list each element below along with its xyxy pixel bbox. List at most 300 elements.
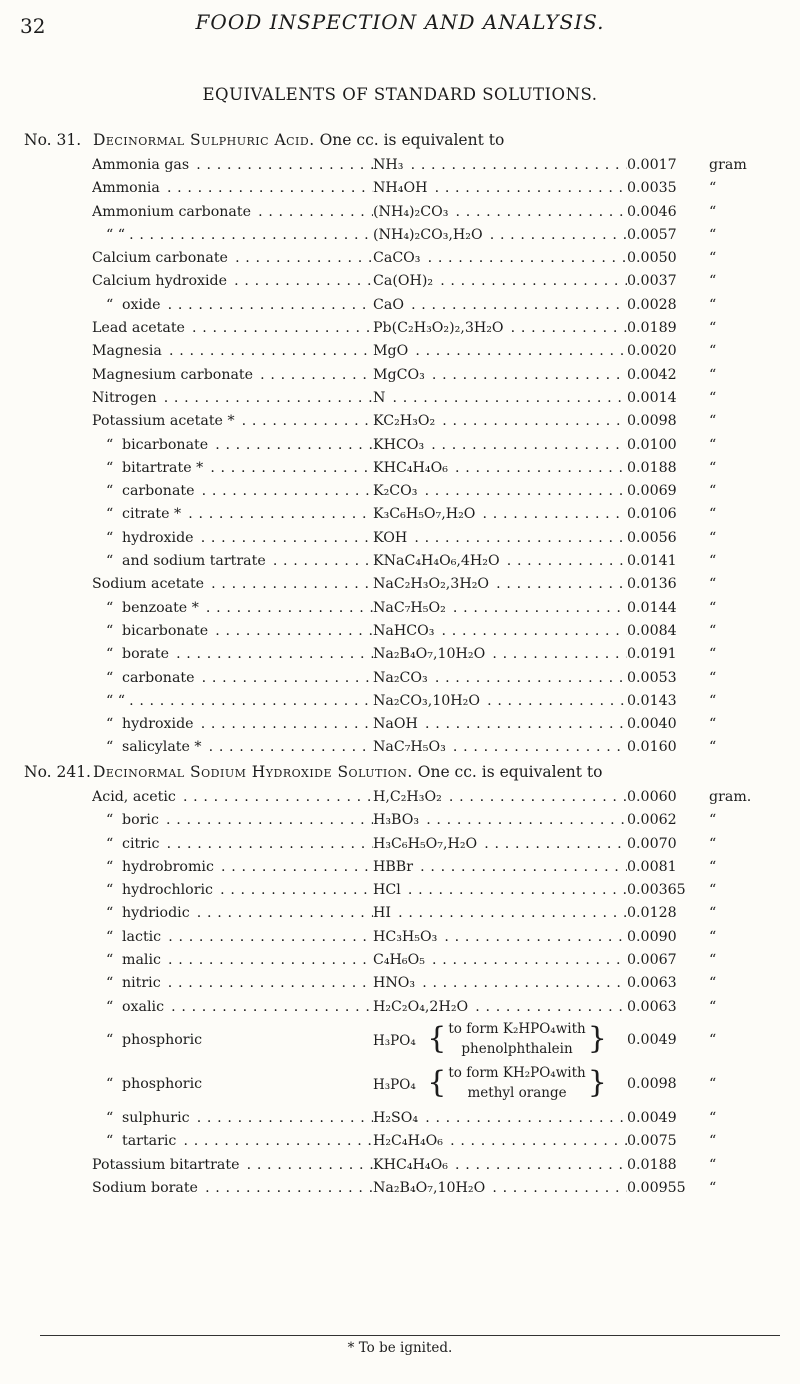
table-row (24, 270, 794, 293)
substance-name (92, 270, 373, 293)
equivalent-value: 0.0075 (627, 1130, 705, 1153)
unit: gram (709, 157, 747, 173)
chemical-formula (373, 1130, 627, 1153)
substance-label: citric (122, 835, 160, 852)
substance-label: phosphoric (122, 1031, 203, 1048)
unit: “ (709, 975, 717, 992)
substance-name (92, 1107, 373, 1130)
equivalent-value: 0.0049 (627, 1107, 705, 1130)
formula-text: N (373, 389, 386, 406)
chemical-formula (373, 527, 627, 550)
chemical-formula (373, 503, 627, 526)
substance-label: benzoate * (122, 599, 199, 616)
equivalent-value: 0.0063 (627, 996, 705, 1019)
substance-label: Sodium borate (92, 1179, 198, 1196)
substance-label: oxide (122, 296, 161, 313)
substance-label: Magnesia (92, 343, 162, 360)
table-row (24, 643, 794, 666)
ditto-mark: “ (106, 975, 114, 992)
substance-label: Ammonium carbonate (92, 203, 251, 220)
unit: “ (709, 952, 717, 969)
substance-name (92, 1154, 373, 1177)
formula-text: NaHCO₃ (373, 622, 435, 639)
section-sulphuric-acid (24, 126, 794, 760)
formula-text: (NH₄)₂CO₃,H₂O (373, 226, 483, 243)
formula-text: Na₂CO₃,10H₂O (373, 692, 480, 709)
equivalent-value: 0.0084 (627, 620, 705, 643)
table-row (24, 434, 794, 457)
equivalent-value: 0.0049 (627, 1029, 705, 1052)
chemical-formula (373, 340, 627, 363)
substance-label: citrate * (122, 506, 182, 523)
page-number: 32 (20, 14, 46, 38)
equivalent-value: 0.0042 (627, 364, 705, 387)
unit: “ (709, 692, 717, 709)
unit: “ (709, 622, 717, 639)
unit: “ (709, 389, 717, 406)
table-row (24, 667, 794, 690)
equivalent-value: 0.0070 (627, 833, 705, 856)
chemical-formula (373, 294, 627, 317)
substance-label: carbonate (122, 483, 195, 500)
section-number: No. 241. (24, 763, 91, 781)
chemical-formula (373, 597, 627, 620)
section-heading (24, 758, 794, 786)
chemical-formula (373, 902, 627, 925)
substance-name (92, 1029, 373, 1052)
condition-line: phenolphthalein (461, 1040, 573, 1057)
ditto-mark: “ (106, 835, 114, 852)
ditto-mark: “ “ (106, 226, 126, 243)
unit: “ (709, 1075, 717, 1092)
unit: “ (709, 553, 717, 570)
unit: “ (709, 1156, 717, 1173)
substance-name (92, 713, 373, 736)
equivalent-value: 0.0128 (627, 902, 705, 925)
unit: “ (709, 1031, 717, 1048)
formula-text: KNaC₄H₄O₆,4H₂O (373, 553, 500, 570)
ditto-mark: “ (106, 952, 114, 969)
substance-label: bitartrate * (122, 459, 204, 476)
unit: “ (709, 436, 717, 453)
formula-text: H₂SO₄ (373, 1109, 419, 1126)
equivalent-value: 0.0062 (627, 809, 705, 832)
substance-name (92, 902, 373, 925)
equivalent-value: 0.00365 (627, 879, 705, 902)
formula-text: NaC₇H₅O₃ (373, 739, 446, 756)
formula-text: KHCO₃ (373, 436, 425, 453)
equivalent-value: 0.0050 (627, 247, 705, 270)
chemical-formula (373, 786, 627, 809)
unit: “ (709, 250, 717, 267)
footnote-rule (40, 1335, 780, 1336)
substance-name (92, 643, 373, 666)
ditto-mark: “ (106, 1109, 114, 1126)
substance-label: Ammonia (92, 180, 160, 197)
formula-text: H₂C₂O₄,2H₂O (373, 998, 469, 1015)
substance-name (92, 736, 373, 759)
table-row (24, 550, 794, 573)
equivalent-value: 0.0136 (627, 573, 705, 596)
substance-name (92, 201, 373, 224)
substance-label: Nitrogen (92, 389, 157, 406)
chemical-formula (373, 643, 627, 666)
unit: “ (709, 483, 717, 500)
unit: “ (709, 576, 717, 593)
substance-name (92, 480, 373, 503)
table-row (24, 201, 794, 224)
substance-label: Lead acetate (92, 320, 185, 337)
equivalent-value: 0.0189 (627, 317, 705, 340)
table-row (24, 786, 794, 809)
substance-name (92, 786, 373, 809)
formula-text: HNO₃ (373, 975, 416, 992)
table-row (24, 340, 794, 363)
substance-label: Calcium carbonate (92, 250, 228, 267)
chemical-formula (373, 1063, 633, 1107)
section-note: One cc. is equivalent to (417, 763, 603, 781)
ditto-mark: “ (106, 646, 114, 663)
unit: “ (709, 716, 717, 733)
table-row (24, 972, 794, 995)
formula-text: Na₂B₄O₇,10H₂O (373, 646, 486, 663)
substance-label: phosphoric (122, 1075, 203, 1092)
unit: “ (709, 882, 717, 899)
chemical-formula (373, 1154, 627, 1177)
substance-name (92, 833, 373, 856)
equivalent-value: 0.0017 (627, 154, 705, 177)
chemical-formula (373, 736, 627, 759)
ditto-mark: “ (106, 1031, 114, 1048)
brace-icon: { (417, 1064, 447, 1100)
chemical-formula (373, 1107, 627, 1130)
unit: “ (709, 599, 717, 616)
ditto-mark: “ (106, 1075, 114, 1092)
chemical-formula (373, 949, 627, 972)
equivalent-value: 0.0100 (627, 434, 705, 457)
substance-label: Calcium hydroxide (92, 273, 228, 290)
unit: “ (709, 998, 717, 1015)
ditto-mark: “ (106, 998, 114, 1015)
substance-name (92, 879, 373, 902)
chemical-formula (373, 926, 627, 949)
substance-name (92, 550, 373, 573)
ditto-mark: “ “ (106, 692, 126, 709)
ditto-mark: “ (106, 296, 114, 313)
substance-name (92, 317, 373, 340)
substance-name (92, 457, 373, 480)
substance-name (92, 1177, 373, 1200)
substance-label: bicarbonate (122, 622, 209, 639)
chemical-formula (373, 270, 627, 293)
formula-text: H₂C₄H₄O₆ (373, 1133, 443, 1150)
table-row (24, 364, 794, 387)
unit: “ (709, 739, 717, 756)
equivalent-value: 0.0143 (627, 690, 705, 713)
unit: gram. (709, 789, 752, 805)
chemical-formula (373, 434, 627, 457)
equivalent-value: 0.0020 (627, 340, 705, 363)
formula-text: KOH (373, 529, 408, 546)
chemical-formula (373, 856, 627, 879)
substance-label: borate (122, 646, 169, 663)
equivalent-value: 0.0035 (627, 177, 705, 200)
substance-label: Sodium acetate (92, 576, 205, 593)
substance-name (92, 926, 373, 949)
table-row (24, 294, 794, 317)
unit: “ (709, 928, 717, 945)
chemical-formula (373, 809, 627, 832)
section-number: No. 31. (24, 131, 82, 149)
chemical-formula (373, 457, 627, 480)
formula-text: C₄H₆O₅ (373, 952, 425, 969)
substance-name (92, 364, 373, 387)
table-row (24, 457, 794, 480)
ditto-mark: “ (106, 459, 114, 476)
unit: “ (709, 273, 717, 290)
table-row (24, 879, 794, 902)
formula-text: NH₄OH (373, 180, 428, 197)
ditto-mark: “ (106, 858, 114, 875)
unit: “ (709, 669, 717, 686)
equivalent-value: 0.0028 (627, 294, 705, 317)
substance-name (92, 434, 373, 457)
equivalent-value: 0.0037 (627, 270, 705, 293)
condition-note (446, 1063, 585, 1103)
substance-name (92, 410, 373, 433)
table-row (24, 856, 794, 879)
section-sodium-hydroxide (24, 758, 794, 1200)
formula-text: K₂CO₃ (373, 483, 418, 500)
chemical-formula (373, 713, 627, 736)
formula-text: H,C₂H₃O₂ (373, 789, 442, 805)
page-title: EQUIVALENTS OF STANDARD SOLUTIONS. (202, 85, 598, 104)
substance-name (92, 856, 373, 879)
chemical-formula (373, 224, 627, 247)
formula-text: CaCO₃ (373, 250, 421, 267)
unit: “ (709, 343, 717, 360)
substance-label: hydroxide (122, 716, 194, 733)
table-row (24, 713, 794, 736)
unit: “ (709, 226, 717, 243)
condition-line: to form KH₂PO₄with (448, 1064, 586, 1081)
unit: “ (709, 180, 717, 197)
ditto-mark: “ (106, 1133, 114, 1150)
unit: “ (709, 459, 717, 476)
formula-text: HCl (373, 882, 401, 899)
ditto-mark: “ (106, 812, 114, 829)
formula-text: HBBr (373, 858, 414, 875)
formula-text: Na₂CO₃ (373, 669, 428, 686)
formula-text: HC₃H₅O₃ (373, 928, 438, 945)
substance-name (92, 224, 373, 247)
chemical-formula (373, 1177, 627, 1200)
chemical-formula (373, 364, 627, 387)
unit: “ (709, 366, 717, 383)
unit: “ (709, 858, 717, 875)
substance-label: salicylate * (122, 739, 202, 756)
ditto-mark: “ (106, 622, 114, 639)
substance-name (92, 340, 373, 363)
equivalent-value: 0.0069 (627, 480, 705, 503)
chemical-formula (373, 177, 627, 200)
formula-text: H₃BO₃ (373, 812, 420, 829)
table-row (24, 387, 794, 410)
substance-label: sulphuric (122, 1109, 190, 1126)
equivalent-value: 0.0063 (627, 972, 705, 995)
formula-text: H₃PO₄ (373, 1032, 416, 1049)
table-row (24, 1063, 794, 1107)
chemical-formula (373, 317, 627, 340)
equivalents-table (24, 154, 794, 760)
unit: “ (709, 1109, 717, 1126)
substance-name (92, 809, 373, 832)
table-row (24, 1154, 794, 1177)
ditto-mark: “ (106, 529, 114, 546)
equivalent-value: 0.0191 (627, 643, 705, 666)
brace-icon: { (417, 1020, 447, 1056)
section-name: Decinormal Sodium Hydroxide Solution. (92, 763, 413, 781)
ditto-mark: “ (106, 553, 114, 570)
formula-text: MgCO₃ (373, 366, 425, 383)
substance-label: oxalic (122, 998, 165, 1015)
chemical-formula (373, 690, 627, 713)
substance-name (92, 690, 373, 713)
substance-name (92, 503, 373, 526)
table-row (24, 1130, 794, 1153)
condition-line: to form K₂HPO₄with (448, 1020, 586, 1037)
substance-label: Potassium acetate * (92, 413, 235, 430)
substance-name (92, 620, 373, 643)
formula-text: HI (373, 905, 391, 922)
unit: “ (709, 905, 717, 922)
substance-name (92, 949, 373, 972)
substance-name (92, 387, 373, 410)
chemical-formula (373, 410, 627, 433)
substance-name (92, 527, 373, 550)
table-row (24, 1107, 794, 1130)
equivalent-value: 0.0056 (627, 527, 705, 550)
formula-text: NaC₂H₃O₂,3H₂O (373, 576, 490, 593)
table-row (24, 996, 794, 1019)
formula-text: CaO (373, 296, 404, 313)
footnote: * To be ignited. (347, 1340, 453, 1356)
formula-text: K₃C₆H₅O₇,H₂O (373, 506, 476, 523)
equivalent-value: 0.0081 (627, 856, 705, 879)
table-row (24, 177, 794, 200)
table-row (24, 926, 794, 949)
chemical-formula (373, 833, 627, 856)
equivalent-value: 0.0144 (627, 597, 705, 620)
table-row (24, 573, 794, 596)
ditto-mark: “ (106, 483, 114, 500)
substance-name (92, 247, 373, 270)
substance-label: hydriodic (122, 905, 190, 922)
ditto-mark: “ (106, 506, 114, 523)
section-note: One cc. is equivalent to (319, 131, 505, 149)
condition-note (446, 1019, 585, 1059)
equivalent-value: 0.0098 (627, 410, 705, 433)
substance-label: carbonate (122, 669, 195, 686)
chemical-formula (373, 154, 627, 177)
substance-label: malic (122, 952, 161, 969)
table-row (24, 247, 794, 270)
table-row (24, 480, 794, 503)
ditto-mark: “ (106, 436, 114, 453)
substance-name (92, 1073, 373, 1096)
substance-name (92, 177, 373, 200)
table-row (24, 503, 794, 526)
unit: “ (709, 529, 717, 546)
formula-text: KHC₄H₄O₆ (373, 459, 448, 476)
ditto-mark: “ (106, 716, 114, 733)
table-row (24, 949, 794, 972)
equivalent-value: 0.0188 (627, 457, 705, 480)
chemical-formula (373, 972, 627, 995)
formula-text: Ca(OH)₂ (373, 273, 434, 290)
equivalent-value: 0.0106 (627, 503, 705, 526)
formula-text: NaC₇H₅O₂ (373, 599, 446, 616)
substance-label: Ammonia gas (92, 157, 190, 173)
chemical-formula (373, 201, 627, 224)
unit: “ (709, 1179, 717, 1196)
equivalent-value: 0.0067 (627, 949, 705, 972)
unit: “ (709, 296, 717, 313)
chemical-formula (373, 879, 627, 902)
substance-name (92, 996, 373, 1019)
substance-label: boric (122, 812, 159, 829)
condition-line: methyl orange (467, 1084, 567, 1101)
formula-text: (NH₄)₂CO₃ (373, 203, 449, 220)
brace-icon: } (587, 1020, 607, 1056)
formula-text: Pb(C₂H₃O₂)₂,3H₂O (373, 320, 504, 337)
table-row (24, 224, 794, 247)
table-row (24, 1019, 794, 1063)
equivalent-value: 0.0160 (627, 736, 705, 759)
table-row (24, 1177, 794, 1200)
chemical-formula (373, 247, 627, 270)
substance-label: nitric (122, 975, 161, 992)
substance-name (92, 154, 373, 177)
equivalent-value: 0.0057 (627, 224, 705, 247)
substance-name (92, 597, 373, 620)
table-row (24, 317, 794, 340)
substance-name (92, 294, 373, 317)
substance-name (92, 573, 373, 596)
ditto-mark: “ (106, 669, 114, 686)
chemical-formula (373, 387, 627, 410)
equivalent-value: 0.0141 (627, 550, 705, 573)
equivalent-value: 0.0188 (627, 1154, 705, 1177)
equivalent-value: 0.0053 (627, 667, 705, 690)
formula-text: Na₂B₄O₇,10H₂O (373, 1179, 486, 1196)
equivalent-value: 0.0098 (627, 1073, 705, 1096)
substance-name (92, 667, 373, 690)
unit: “ (709, 835, 717, 852)
equivalents-table (24, 786, 794, 1200)
unit: “ (709, 1133, 717, 1150)
ditto-mark: “ (106, 928, 114, 945)
unit: “ (709, 506, 717, 523)
unit: “ (709, 812, 717, 829)
table-row (24, 833, 794, 856)
section-name: Decinormal Sulphuric Acid. (92, 131, 315, 149)
substance-label: tartaric (122, 1133, 177, 1150)
equivalent-value: 0.0040 (627, 713, 705, 736)
table-row (24, 154, 794, 177)
table-row (24, 690, 794, 713)
brace-icon: } (587, 1064, 607, 1100)
